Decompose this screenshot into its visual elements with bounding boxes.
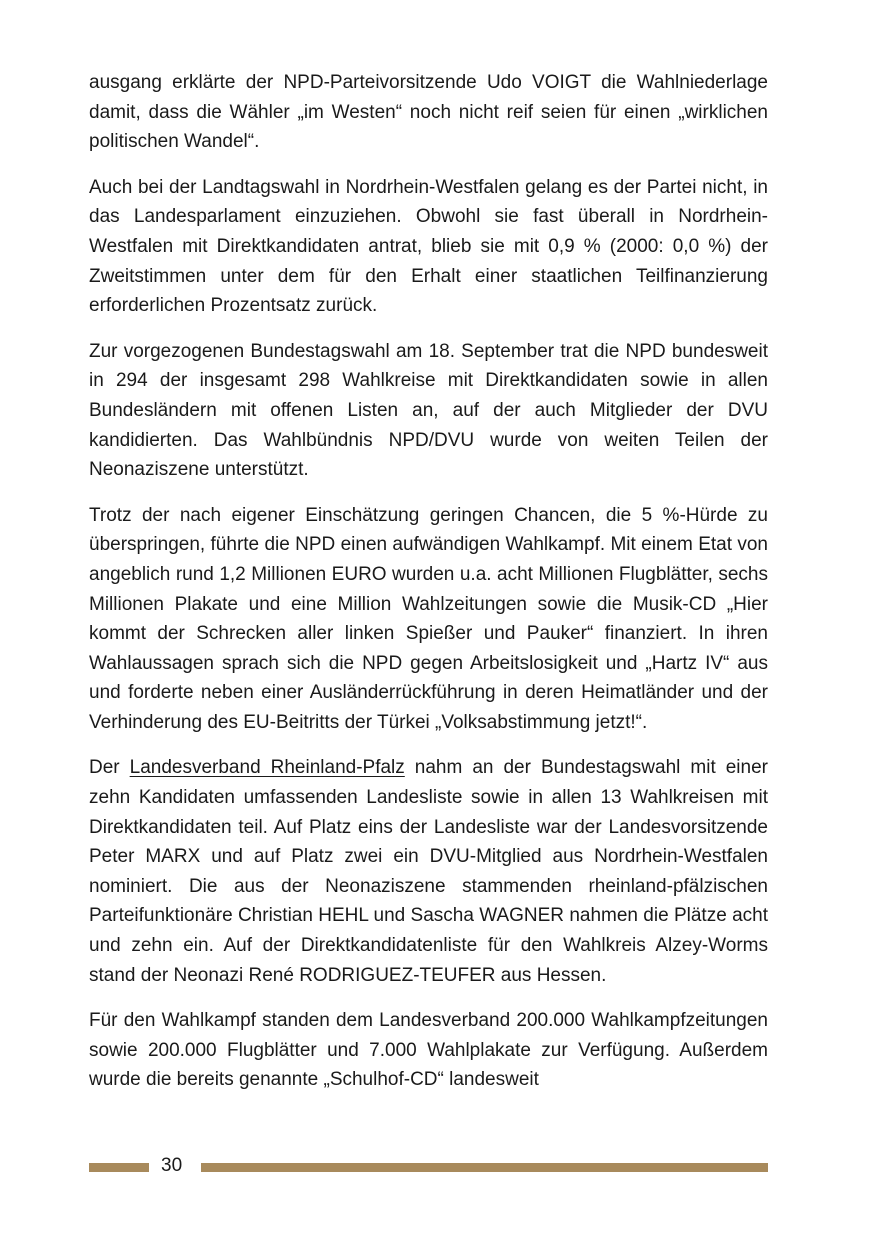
- paragraph-1: ausgang erklärte der NPD-Parteivorsitzende Udo VOIGT die Wahlniederlage damit, dass die Wähler „im Westen“ noch nicht reif seien für einen „wirklichen politischen Wandel“.: [89, 72, 768, 153]
- paragraph-3: Zur vorgezogenen Bundestagswahl am 18. September trat die NPD bundesweit in 294 der insgesamt 298 Wahlkreise mit Direktkandidaten sowie in allen Bundesländern mit offenen Listen an, auf der auch Mitglieder der DVU kandidierten. Das Wahlbündnis NPD/DVU wurde von weiten Teilen der Neonaziszene unterstützt.: [89, 340, 768, 481]
- paragraph-4: Trotz der nach eigener Einschätzung geringen Chancen, die 5 %-Hürde zu überspringen, führte die NPD einen aufwändigen Wahlkampf. Mit einem Etat von angeblich rund 1,2 Millionen EURO wurden u.a. acht Millionen Flugblätter, sechs Millionen Plakate und eine Million Wahlzeitungen sowie die Musik-CD „Hier kommt der Schrecken aller linken Spießer und Pauker“ finanziert. In ihren Wahlaussagen sprach sich die NPD gegen Arbeitslosigkeit und „Hartz IV“ aus und forderte neben einer Ausländerrückführung in deren Heimatländer und der Verhinderung des EU-Beitritts der Türkei „Volksabstimmung jetzt!“.: [89, 504, 768, 733]
- paragraph-6: Für den Wahlkampf standen dem Landesverband 200.000 Wahlkampfzeitungen sowie 200.000 Flugblätter und 7.000 Wahlplakate zur Verfügung. Außerdem wurde die bereits genannte „Schulhof-CD“ landesweit: [89, 1010, 768, 1091]
- footer-bar-left: [89, 1163, 149, 1172]
- paragraph-5: [89, 753, 768, 990]
- underlined-term: Landesverband Rheinland-Pfalz: [129, 757, 405, 779]
- document-body: [89, 68, 768, 1111]
- page-number: 30: [161, 1155, 183, 1176]
- paragraph-2: Auch bei der Landtagswahl in Nordrhein-Westfalen gelang es der Partei nicht, in das Landesparlament einzuziehen. Obwohl sie fast überall in Nordrhein-Westfalen mit Direktkandidaten antrat, blieb sie mit 0,9 % (2000: 0,0 %) der Zweitstimmen unter dem für den Erhalt einer staatlichen Teilfinanzierung erforderlichen Prozentsatz zurück.: [89, 176, 768, 317]
- paragraph-5-prefix: Der: [89, 757, 130, 779]
- footer-bar-right: [201, 1163, 768, 1172]
- paragraph-5-text: nahm an der Bundestagswahl mit einer zehn Kandidaten umfassenden Landesliste sowie in allen 13 Wahlkreisen mit Direktkandidaten teil. Auf Platz eins der Landesliste war der Landesvorsitzende Peter MARX und auf Platz zwei ein DVU-Mitglied aus Nordrhein-Westfalen nominiert. Die aus der Neonaziszene stammenden rheinland-pfälzischen Parteifunktionäre Christian HEHL und Sascha WAGNER nahmen die Plätze acht und zehn ein. Auf der Direktkandidatenliste für den Wahlkreis Alzey-Worms stand der Neonazi René RODRIGUEZ-TEUFER aus Hessen.: [89, 757, 768, 986]
- page-footer: [89, 1151, 768, 1181]
